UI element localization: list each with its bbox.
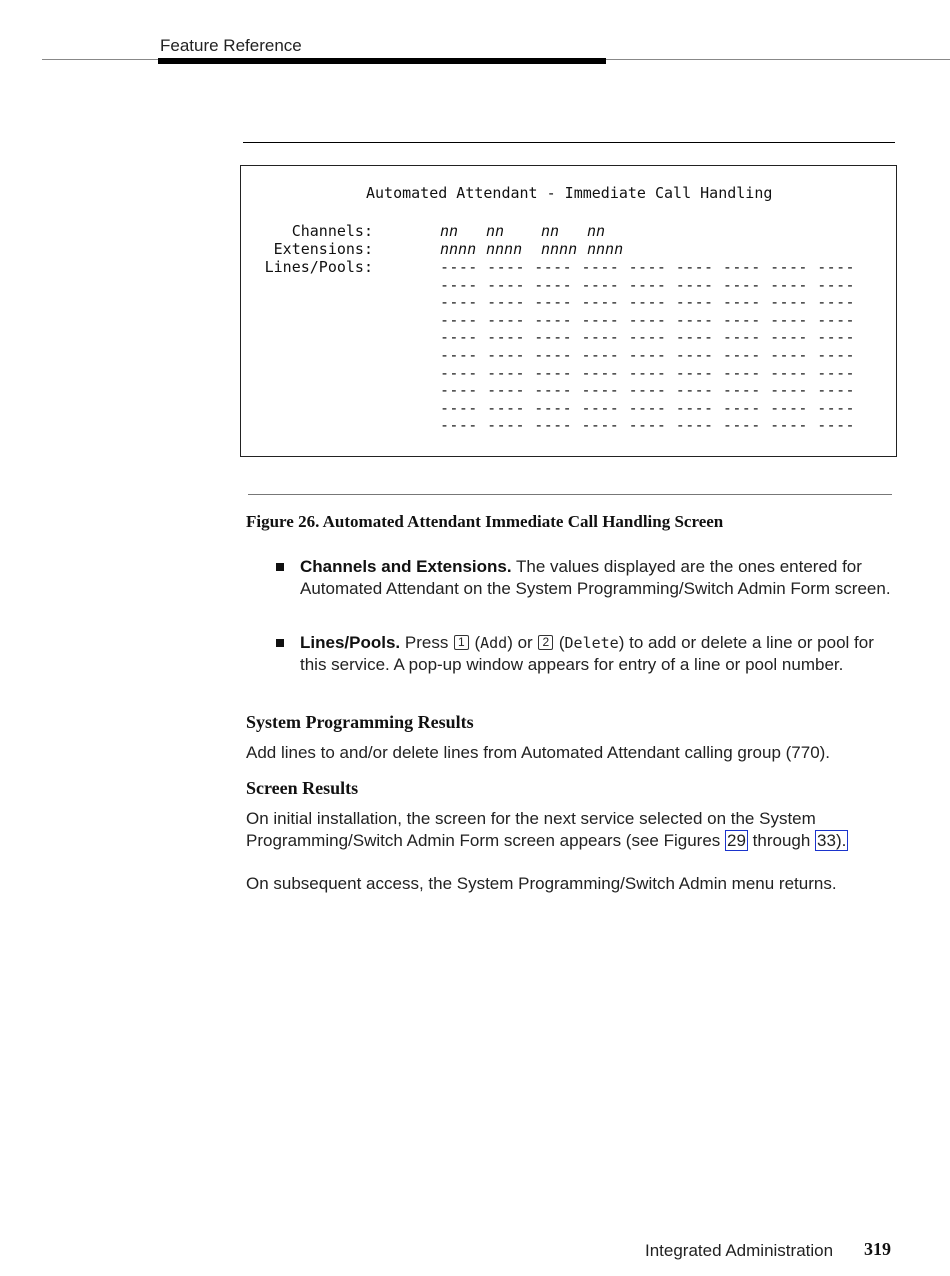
bullet-text: ) or (507, 633, 538, 652)
extension-value: nnnn (486, 240, 523, 258)
lines-pools-row: ---- ---- ---- ---- ---- ---- ---- ---- ---- (440, 346, 855, 364)
figure-29-link[interactable]: 29 (727, 831, 746, 850)
channel-value: nn (486, 222, 505, 240)
bullet-channels-extensions (300, 556, 900, 600)
screen-results-sentence: On initial installation, the screen for the next service selected on the System Programming/Switch Admin Form screen appears (see Figures (246, 809, 816, 850)
screen-edge-mark (240, 424, 241, 446)
delete-command: Delete (564, 634, 619, 652)
lines-pools-row: ---- ---- ---- ---- ---- ---- ---- ---- ---- (440, 328, 855, 347)
header-rule-bold (158, 58, 606, 64)
screen-edge-mark (896, 424, 897, 446)
figure-rule-bottom (248, 494, 892, 495)
bullet-title: Lines/Pools. (300, 633, 401, 652)
lines-pools-row: ---- ---- ---- ---- ---- ---- ---- ---- ---- (440, 398, 855, 417)
bullet-text: The values displayed are the ones entered for Automated Attendant on the System Programming/Switch Admin Form screen. (300, 557, 891, 598)
screen-edge-mark (896, 174, 897, 196)
bullet-text: ) to add or delete a line or pool for this service. A pop-up window appears for entry of a line or pool number. (300, 633, 874, 674)
footer-title: Integrated Administration (645, 1241, 834, 1260)
lines-pools-row: ---- ---- ---- ---- ---- ---- ---- ---- ---- (440, 275, 855, 294)
section-heading-screen-results: Screen Results (246, 778, 359, 798)
lines-pools-row: ---- ---- ---- ---- ---- ---- ---- ---- ---- (440, 258, 855, 276)
screen-results-sentence: through (747, 831, 816, 850)
lines-pools-row: ---- ---- ---- ---- ---- ---- ---- ---- ---- (440, 363, 855, 382)
figure-rule-top (243, 142, 895, 143)
extension-value: nnnn (587, 240, 624, 258)
extensions-label: Extensions: (273, 240, 373, 258)
section-heading-system-programming: System Programming Results (246, 712, 474, 732)
lines-pools-label: Lines/Pools: (264, 258, 373, 276)
key-1: 1 (454, 635, 469, 650)
system-programming-text: Add lines to and/or delete lines from Automated Attendant calling group (770). (246, 743, 831, 762)
bullet-text: ( (469, 633, 481, 652)
lines-pools-row: ---- ---- ---- ---- ---- ---- ---- ---- ---- (440, 310, 855, 329)
bullet-title: Channels and Extensions. (300, 557, 512, 576)
key-2: 2 (538, 635, 553, 650)
screen-results-text (246, 808, 906, 852)
bullet-lines-pools (300, 632, 900, 676)
channel-value: nn (587, 222, 606, 240)
subsequent-access-text: On subsequent access, the System Programming/Switch Admin menu returns. (246, 874, 837, 893)
bullet-text: ( (554, 633, 565, 652)
channels-label: Channels: (291, 222, 373, 240)
extension-value: nnnn (440, 240, 477, 258)
lines-pools-row: ---- ---- ---- ---- ---- ---- ---- ---- ---- (440, 293, 855, 312)
channel-value: nn (541, 222, 560, 240)
screen-title: Automated Attendant - Immediate Call Handling (366, 184, 773, 202)
screen-edge-mark (240, 174, 241, 196)
figure-caption: Figure 26. Automated Attendant Immediate Call Handling Screen (246, 512, 724, 531)
add-command: Add (480, 634, 508, 652)
running-header: Feature Reference (160, 36, 302, 55)
extension-value: nnnn (541, 240, 578, 258)
page-number: 319 (864, 1239, 891, 1259)
figure-33-link[interactable]: 33). (817, 831, 847, 850)
bullet-text: Press (400, 633, 454, 652)
lines-pools-row: ---- ---- ---- ---- ---- ---- ---- ---- ---- (440, 416, 855, 435)
channel-value: nn (440, 222, 459, 240)
terminal-screen (240, 165, 897, 457)
lines-pools-row: ---- ---- ---- ---- ---- ---- ---- ---- ---- (440, 381, 855, 400)
